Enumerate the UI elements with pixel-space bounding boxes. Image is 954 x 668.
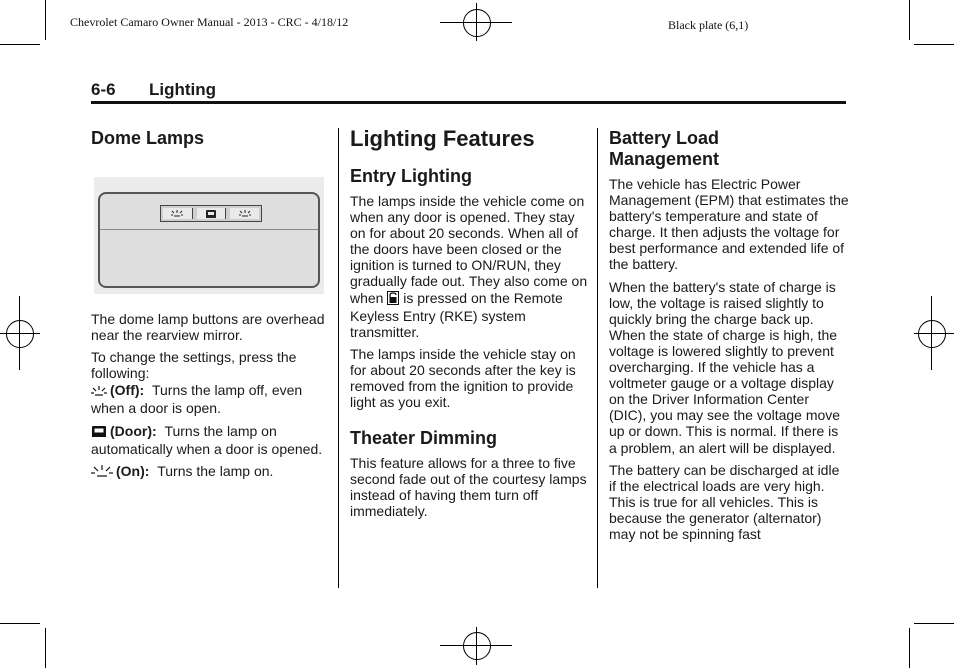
door-description: Turns the lamp on automatically when a door is opened. [91,422,323,457]
off-description: Turns the lamp off, even when a door is open. [91,382,303,417]
crop-mark [0,623,40,624]
entry-lighting-heading: Entry Lighting [350,166,472,186]
theater-dimming-heading: Theater Dimming [350,428,498,448]
entry-lighting-paragraph-2: The lamps inside the vehicle stay on for about 20 seconds after the key is removed from the ignition to provide light as you exit. [350,345,576,411]
lamp-off-icon [91,384,107,400]
off-setting [91,382,326,416]
battery-paragraph-2: When the battery's state of charge is low, the voltage is raised slightly to quickly bring the charge back up. When the state of charge is high, the voltage is lowered slightly to prevent overcharging. If the vehicle has a voltmeter gauge or a voltage display on the Driver Information Center (DIC), you may see the voltage move up or down. This is normal. If there is a problem, an alert will be displayed. [609,278,841,456]
lamp-door-icon [197,208,227,219]
theater-dimming-paragraph: This feature allows for a three to five second fade out of the courtesy lamps instead of having them turn off immediately. [350,455,587,520]
section-number: 6-6 [91,80,116,99]
section-rule [91,101,846,104]
right-column-text [609,176,849,548]
running-header-left: Chevrolet Camaro Owner Manual - 2013 - CRC - 4/18/12 [70,15,349,29]
dome-lamp-button-group [160,205,262,222]
dome-lamps-intro: The dome lamp buttons are overhead near the rearview mirror. [91,311,325,344]
lighting-features-heading: Lighting Features [350,126,535,151]
lamp-on-icon [91,464,113,481]
door-setting [91,423,326,457]
crop-mark [914,44,954,45]
entry-lighting-text-a: The lamps inside the vehicle come on when any door is opened. They stay on for about 20 seconds. When all of the doors have been closed or the ignition is turned to ON/RUN, they gradually fade out. They also come on when [350,193,588,306]
crop-mark [0,44,40,45]
off-label: (Off): [110,382,145,399]
middle-column-text [350,193,590,416]
entry-lighting-text-b: is pressed on the Remote Keyless Entry (RKE) system transmitter. [350,289,563,340]
lamp-on-icon [230,208,259,219]
section-heading [91,80,216,100]
crop-mark [909,0,910,40]
battery-paragraph-1: The vehicle has Electric Power Management (EPM) that estimates the battery's temperature and state of charge. It then adjusts the voltage for best performance and extended life of the battery. [609,176,849,273]
left-column-text [91,311,326,487]
battery-paragraph-3: The battery can be discharged at idle if the electrical loads are very high. This is true for all vehicles. This is because the generator (alternator) may not be spinning fast [609,461,840,542]
column-divider [338,128,339,588]
column-divider [597,128,598,588]
dome-lamps-heading: Dome Lamps [91,128,205,148]
running-header-right: Black plate (6,1) [668,18,749,32]
lamp-off-icon [163,208,193,219]
theater-dimming-text [350,455,590,525]
door-label: (Door): [110,422,157,439]
battery-load-management-heading: Battery Load Management [609,128,720,169]
on-setting [91,463,326,481]
dome-lamp-panel-illustration [94,177,324,294]
lamp-door-icon [91,425,107,441]
on-description: Turns the lamp on. [157,462,274,479]
on-label: (On): [116,462,150,479]
section-title: Lighting [149,80,217,99]
unlock-icon [387,291,399,308]
crop-mark [909,628,910,668]
crop-mark [45,0,46,40]
crop-mark [45,628,46,668]
crop-mark [914,623,954,624]
entry-lighting-paragraph [350,193,590,340]
panel-seam [100,229,318,230]
dome-lamps-instruction: To change the settings, press the following: [91,349,297,382]
